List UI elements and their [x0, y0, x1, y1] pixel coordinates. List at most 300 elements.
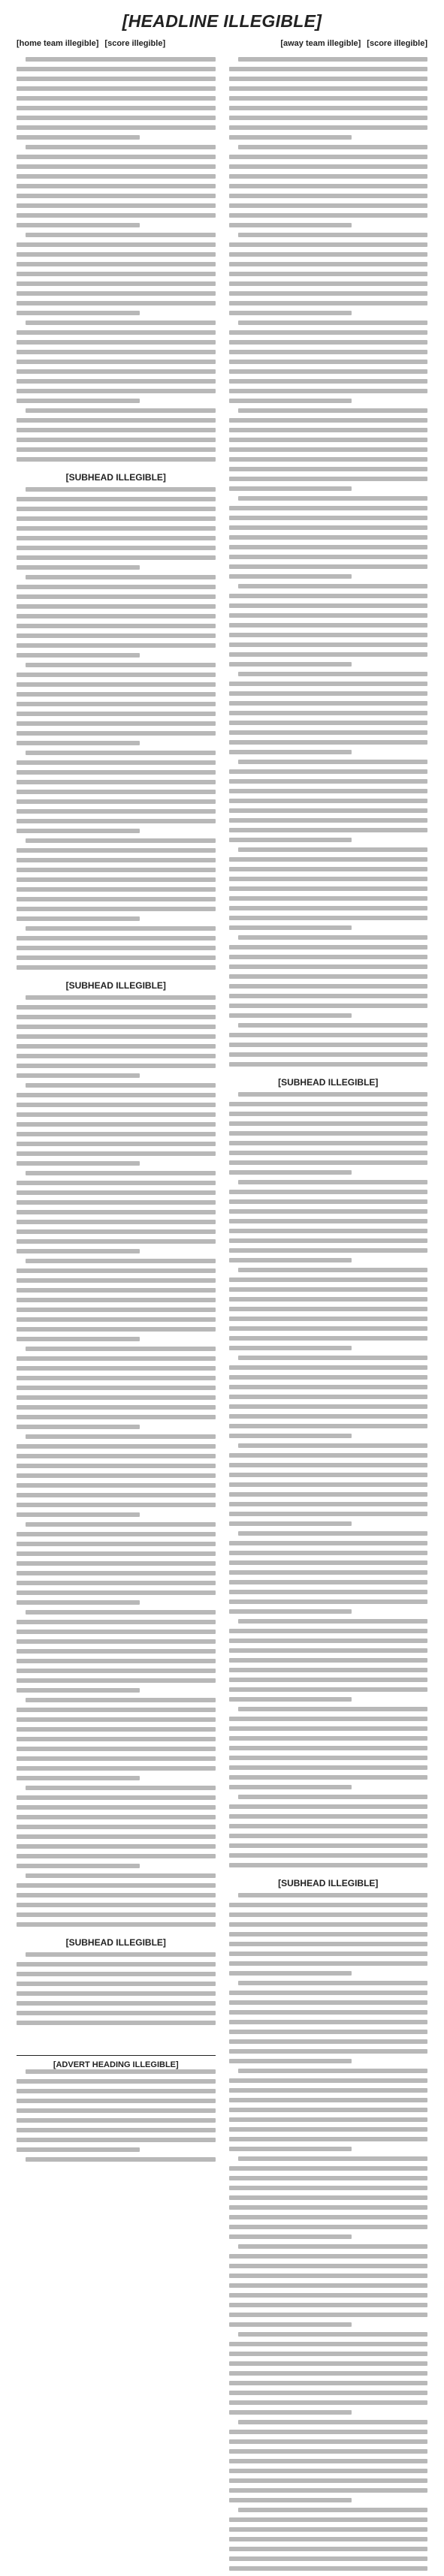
text-line-placeholder [229, 818, 428, 823]
text-line-placeholder [17, 1922, 216, 1927]
text-line-placeholder [229, 2459, 428, 2463]
text-line-placeholder [229, 1775, 428, 1780]
text-line-placeholder [229, 2391, 428, 2395]
text-line-placeholder [229, 2556, 428, 2561]
text-line-placeholder [238, 2069, 428, 2073]
text-line-placeholder [229, 1746, 428, 1750]
text-line-placeholder [229, 1170, 352, 1175]
text-line-placeholder [229, 2166, 428, 2171]
text-line-placeholder [17, 223, 140, 227]
text-line-placeholder [17, 1025, 216, 1029]
text-line-placeholder [238, 1180, 428, 1184]
text-line-placeholder [229, 877, 428, 881]
text-line-placeholder [229, 1512, 428, 1516]
text-line-placeholder [17, 438, 216, 442]
text-line-placeholder [17, 536, 216, 540]
text-line-placeholder [229, 1580, 428, 1584]
text-line-placeholder [17, 1278, 216, 1283]
text-line-placeholder [229, 2215, 428, 2219]
text-line-placeholder [229, 1912, 428, 1917]
section-subhead: [SUBHEAD ILLEGIBLE] [278, 1878, 379, 1888]
text-line-placeholder [229, 1932, 428, 1937]
text-line-placeholder [26, 145, 216, 149]
text-line-placeholder [229, 1785, 352, 1789]
section-subhead: [SUBHEAD ILLEGIBLE] [65, 1937, 166, 1948]
text-line-placeholder [17, 1864, 140, 1868]
text-line-placeholder [17, 1327, 216, 1332]
text-line-placeholder [17, 829, 140, 833]
text-line-placeholder [229, 1560, 428, 1565]
text-line-placeholder [229, 486, 352, 491]
text-line-placeholder [229, 945, 428, 949]
text-line-placeholder [17, 1454, 216, 1458]
text-line-placeholder [229, 67, 428, 71]
text-line-placeholder [229, 779, 428, 784]
text-line-placeholder [26, 408, 216, 413]
text-line-placeholder [17, 877, 216, 882]
text-line-placeholder [17, 116, 216, 120]
text-line-placeholder [229, 1922, 428, 1927]
text-line-placeholder [17, 721, 216, 726]
text-line-placeholder [229, 184, 428, 188]
text-line-placeholder [229, 896, 428, 901]
text-line-placeholder [229, 1463, 428, 1467]
text-line-placeholder [229, 2274, 428, 2278]
text-line-placeholder [229, 828, 428, 832]
text-line-placeholder [229, 350, 428, 354]
text-line-placeholder [229, 1317, 428, 1321]
text-line-placeholder [229, 2147, 352, 2151]
text-line-placeholder [17, 555, 216, 560]
text-line-placeholder [238, 584, 428, 588]
text-line-placeholder [229, 721, 428, 725]
text-line-placeholder [229, 603, 428, 608]
text-line-placeholder [17, 653, 140, 658]
text-line-placeholder [17, 164, 216, 169]
text-line-placeholder [26, 1083, 216, 1088]
text-line-placeholder [17, 389, 216, 393]
text-line-placeholder [229, 1570, 428, 1575]
text-line-placeholder [26, 926, 216, 931]
text-line-placeholder [17, 1493, 216, 1497]
text-line-placeholder [17, 1005, 216, 1010]
text-line-placeholder [17, 1756, 216, 1761]
text-line-placeholder [229, 1102, 428, 1106]
text-line-placeholder [17, 1903, 216, 1907]
text-line-placeholder [17, 418, 216, 423]
text-line-placeholder [229, 2361, 428, 2366]
text-line-placeholder [17, 1444, 216, 1449]
text-line-placeholder [17, 955, 216, 960]
text-line-placeholder [229, 662, 352, 667]
text-line-placeholder [229, 1248, 428, 1253]
text-line-placeholder [17, 1795, 216, 1800]
text-line-placeholder [229, 477, 428, 481]
text-line-placeholder [229, 135, 352, 140]
text-line-placeholder [17, 2089, 216, 2093]
text-line-placeholder [229, 389, 428, 393]
text-line-placeholder [238, 2332, 428, 2337]
text-line-placeholder [229, 1346, 352, 1350]
text-line-placeholder [17, 1815, 216, 1819]
text-line-placeholder [17, 799, 216, 804]
text-line-placeholder [17, 360, 216, 364]
text-line-placeholder [17, 1649, 216, 1654]
text-line-placeholder [229, 652, 428, 657]
text-line-placeholder [229, 2234, 352, 2239]
text-line-placeholder [229, 2137, 428, 2141]
text-line-placeholder [229, 2127, 428, 2132]
text-line-placeholder [229, 2030, 428, 2034]
text-line-placeholder [26, 320, 216, 325]
text-line-placeholder [17, 1893, 216, 1897]
text-line-placeholder [238, 847, 428, 852]
text-line-placeholder [17, 379, 216, 384]
text-line-placeholder [229, 1648, 428, 1653]
article-text-block [17, 1952, 216, 2025]
text-line-placeholder [229, 2439, 428, 2444]
text-line-placeholder [229, 906, 428, 910]
text-line-placeholder [17, 1376, 216, 1380]
text-line-placeholder [17, 1161, 140, 1166]
text-line-placeholder [229, 2010, 428, 2015]
advert-heading: [ADVERT HEADING ILLEGIBLE] [17, 2055, 216, 2069]
text-line-placeholder [229, 2313, 428, 2317]
text-line-placeholder [17, 125, 216, 130]
home-score: [score illegible] [104, 39, 166, 48]
text-line-placeholder [17, 770, 216, 775]
text-line-placeholder [17, 1093, 216, 1097]
text-line-placeholder [229, 1541, 428, 1545]
text-line-placeholder [229, 1765, 428, 1770]
text-line-placeholder [229, 1336, 428, 1341]
text-line-placeholder [17, 1630, 216, 1634]
text-line-placeholder [17, 887, 216, 892]
text-line-placeholder [17, 1200, 216, 1205]
text-line-placeholder [229, 1492, 428, 1497]
text-line-placeholder [229, 1658, 428, 1663]
text-line-placeholder [238, 1707, 428, 1711]
text-line-placeholder [229, 789, 428, 793]
text-line-placeholder [238, 2156, 428, 2161]
text-line-placeholder [229, 642, 428, 647]
text-line-placeholder [17, 2108, 216, 2113]
text-line-placeholder [229, 750, 352, 754]
text-line-placeholder [229, 1033, 428, 1037]
text-line-placeholder [17, 1044, 216, 1049]
text-line-placeholder [229, 2000, 428, 2005]
text-line-placeholder [26, 1873, 216, 1878]
text-line-placeholder [17, 1551, 216, 1556]
text-line-placeholder [238, 1092, 428, 1097]
text-line-placeholder [17, 369, 216, 374]
text-line-placeholder [26, 1259, 216, 1263]
text-line-placeholder [17, 1727, 216, 1732]
text-line-placeholder [229, 281, 428, 286]
text-line-placeholder [17, 262, 216, 266]
text-line-placeholder [26, 1952, 216, 1957]
text-line-placeholder [229, 574, 352, 579]
text-line-placeholder [26, 2157, 216, 2162]
text-line-placeholder [229, 1903, 428, 1907]
text-line-placeholder [229, 984, 428, 989]
text-line-placeholder [229, 1209, 428, 1214]
text-line-placeholder [17, 1425, 140, 1429]
text-line-placeholder [229, 340, 428, 345]
text-line-placeholder [17, 1210, 216, 1214]
text-line-placeholder [17, 1912, 216, 1917]
text-line-placeholder [229, 1863, 428, 1867]
text-line-placeholder [17, 673, 216, 677]
text-line-placeholder [17, 106, 216, 110]
text-line-placeholder [229, 1385, 428, 1389]
text-line-placeholder [17, 497, 216, 501]
text-line-placeholder [229, 428, 428, 432]
article-text-block [229, 57, 428, 1067]
text-line-placeholder [17, 1669, 216, 1673]
text-line-placeholder [229, 769, 428, 774]
text-line-placeholder [229, 1952, 428, 1956]
text-line-placeholder [17, 399, 140, 403]
text-line-placeholder [17, 2128, 216, 2132]
text-line-placeholder [17, 1308, 216, 1312]
text-line-placeholder [229, 1853, 428, 1858]
text-line-placeholder [17, 2118, 216, 2123]
text-line-placeholder [17, 702, 216, 706]
text-line-placeholder [229, 291, 428, 296]
text-line-placeholder [229, 506, 428, 510]
text-line-placeholder [229, 252, 428, 257]
away-team: [away team illegible] [280, 39, 361, 48]
text-line-placeholder [229, 213, 428, 218]
text-line-placeholder [229, 467, 428, 471]
text-line-placeholder [26, 1347, 216, 1351]
text-line-placeholder [229, 2352, 428, 2356]
text-line-placeholder [17, 1268, 216, 1273]
text-line-placeholder [229, 1942, 428, 1946]
text-line-placeholder [17, 67, 216, 71]
text-line-placeholder [17, 301, 216, 305]
text-line-placeholder [229, 2117, 428, 2122]
text-line-placeholder [229, 1199, 428, 1204]
text-line-placeholder [17, 760, 216, 765]
text-line-placeholder [229, 594, 428, 598]
text-line-placeholder [229, 1121, 428, 1126]
text-line-placeholder [229, 1277, 428, 1282]
text-line-placeholder [17, 936, 216, 940]
text-line-placeholder [17, 1366, 216, 1371]
text-line-placeholder [229, 1287, 428, 1292]
text-line-placeholder [17, 1034, 216, 1039]
text-line-placeholder [229, 360, 428, 364]
text-line-placeholder [17, 633, 216, 638]
text-line-placeholder [17, 1776, 140, 1780]
text-line-placeholder [229, 2469, 428, 2473]
text-line-placeholder [17, 2011, 216, 2015]
text-line-placeholder [17, 1737, 216, 1741]
text-line-placeholder [229, 125, 428, 130]
text-line-placeholder [17, 2138, 216, 2142]
text-line-placeholder [17, 780, 216, 784]
text-line-placeholder [26, 663, 216, 667]
text-line-placeholder [17, 1473, 216, 1478]
text-line-placeholder [229, 330, 428, 335]
text-line-placeholder [229, 2020, 428, 2024]
text-line-placeholder [17, 155, 216, 159]
text-line-placeholder [229, 1141, 428, 1145]
text-line-placeholder [17, 643, 216, 648]
text-line-placeholder [17, 1103, 216, 1107]
text-line-placeholder [17, 624, 216, 628]
text-line-placeholder [17, 1717, 216, 1722]
text-line-placeholder [229, 2254, 428, 2259]
text-line-placeholder [229, 1434, 352, 1438]
text-line-placeholder [229, 1112, 428, 1116]
section-subhead: [SUBHEAD ILLEGIBLE] [65, 472, 166, 483]
text-line-placeholder [26, 2069, 216, 2074]
text-line-placeholder [229, 2098, 428, 2102]
text-line-placeholder [26, 575, 216, 579]
text-line-placeholder [229, 545, 428, 549]
text-line-placeholder [229, 164, 428, 169]
text-line-placeholder [229, 1521, 352, 1526]
text-line-placeholder [229, 2059, 352, 2063]
text-line-placeholder [238, 935, 428, 940]
text-line-placeholder [17, 1678, 216, 1683]
text-line-placeholder [17, 1600, 140, 1605]
text-line-placeholder [229, 2078, 428, 2083]
text-line-placeholder [229, 77, 428, 81]
text-line-placeholder [17, 1073, 140, 1078]
text-line-placeholder [17, 604, 216, 609]
text-line-placeholder [229, 1404, 428, 1409]
text-line-placeholder [229, 1629, 428, 1633]
text-line-placeholder [229, 516, 428, 520]
text-line-placeholder [17, 1972, 216, 1976]
text-line-placeholder [229, 711, 428, 715]
left-column [17, 57, 216, 2576]
text-line-placeholder [238, 1893, 428, 1897]
text-line-placeholder [17, 447, 216, 452]
text-line-placeholder [17, 1844, 216, 1849]
text-line-placeholder [229, 1297, 428, 1302]
text-line-placeholder [17, 1512, 140, 1517]
text-line-placeholder [229, 1609, 352, 1614]
text-line-placeholder [26, 751, 216, 755]
text-line-placeholder [17, 135, 140, 140]
text-line-placeholder [17, 252, 216, 257]
text-line-placeholder [238, 760, 428, 764]
text-line-placeholder [17, 1708, 216, 1712]
text-line-placeholder [17, 1142, 216, 1146]
text-line-placeholder [17, 1112, 216, 1117]
text-line-placeholder [229, 964, 428, 969]
text-line-placeholder [17, 340, 216, 345]
text-line-placeholder [229, 1668, 428, 1672]
text-line-placeholder [229, 886, 428, 891]
text-line-placeholder [17, 1337, 140, 1341]
text-line-placeholder [229, 1991, 428, 1995]
home-team: [home team illegible] [17, 39, 99, 48]
text-line-placeholder [17, 77, 216, 81]
text-line-placeholder [17, 1620, 216, 1624]
text-line-placeholder [229, 2176, 428, 2180]
text-line-placeholder [229, 1131, 428, 1136]
text-line-placeholder [229, 399, 352, 403]
text-line-placeholder [229, 535, 428, 540]
text-line-placeholder [229, 994, 428, 998]
text-line-placeholder [229, 203, 428, 208]
text-line-placeholder [238, 57, 428, 62]
text-line-placeholder [229, 701, 428, 706]
text-line-placeholder [229, 2303, 428, 2307]
text-line-placeholder [17, 1834, 216, 1839]
text-line-placeholder [229, 106, 428, 110]
text-line-placeholder [17, 194, 216, 198]
text-line-placeholder [229, 2342, 428, 2346]
text-line-placeholder [229, 116, 428, 120]
article-text-block [17, 995, 216, 1927]
text-line-placeholder [17, 1181, 216, 1185]
text-line-placeholder [229, 2371, 428, 2376]
away-score: [score illegible] [367, 39, 427, 48]
text-line-placeholder [229, 916, 428, 920]
text-line-placeholder [26, 487, 216, 492]
text-line-placeholder [17, 86, 216, 91]
text-line-placeholder [229, 272, 428, 276]
text-line-placeholder [17, 1639, 216, 1644]
text-line-placeholder [17, 1542, 216, 1546]
text-line-placeholder [26, 1171, 216, 1175]
text-line-placeholder [17, 790, 216, 794]
text-line-placeholder [229, 1043, 428, 1047]
text-line-placeholder [229, 2527, 428, 2532]
text-line-placeholder [238, 2508, 428, 2512]
text-line-placeholder [229, 1473, 428, 1477]
text-line-placeholder [17, 1405, 216, 1410]
text-line-placeholder [229, 1258, 352, 1262]
text-line-placeholder [229, 1004, 428, 1008]
text-line-placeholder [17, 858, 216, 862]
text-line-placeholder [229, 418, 428, 423]
text-line-placeholder [229, 808, 428, 813]
text-line-placeholder [229, 1424, 428, 1428]
article-columns [17, 57, 427, 2576]
text-line-placeholder [238, 1981, 428, 1985]
text-line-placeholder [17, 1766, 216, 1771]
text-line-placeholder [229, 1834, 428, 1838]
text-line-placeholder [26, 1698, 216, 1702]
text-line-placeholder [17, 1590, 216, 1595]
text-line-placeholder [238, 1795, 428, 1799]
text-line-placeholder [229, 2049, 428, 2054]
text-line-placeholder [17, 1132, 216, 1136]
text-line-placeholder [17, 1991, 216, 1996]
text-line-placeholder [229, 1599, 428, 1604]
text-line-placeholder [17, 1503, 216, 1507]
text-line-placeholder [17, 897, 216, 901]
text-line-placeholder [17, 731, 216, 736]
article-text-block [17, 487, 216, 970]
text-line-placeholder [229, 2488, 428, 2493]
text-line-placeholder [229, 2195, 428, 2200]
text-line-placeholder [229, 555, 428, 559]
text-line-placeholder [229, 1052, 428, 1057]
text-line-placeholder [17, 965, 216, 970]
text-line-placeholder [26, 1786, 216, 1790]
text-line-placeholder [229, 311, 352, 315]
text-line-placeholder [229, 1160, 428, 1165]
